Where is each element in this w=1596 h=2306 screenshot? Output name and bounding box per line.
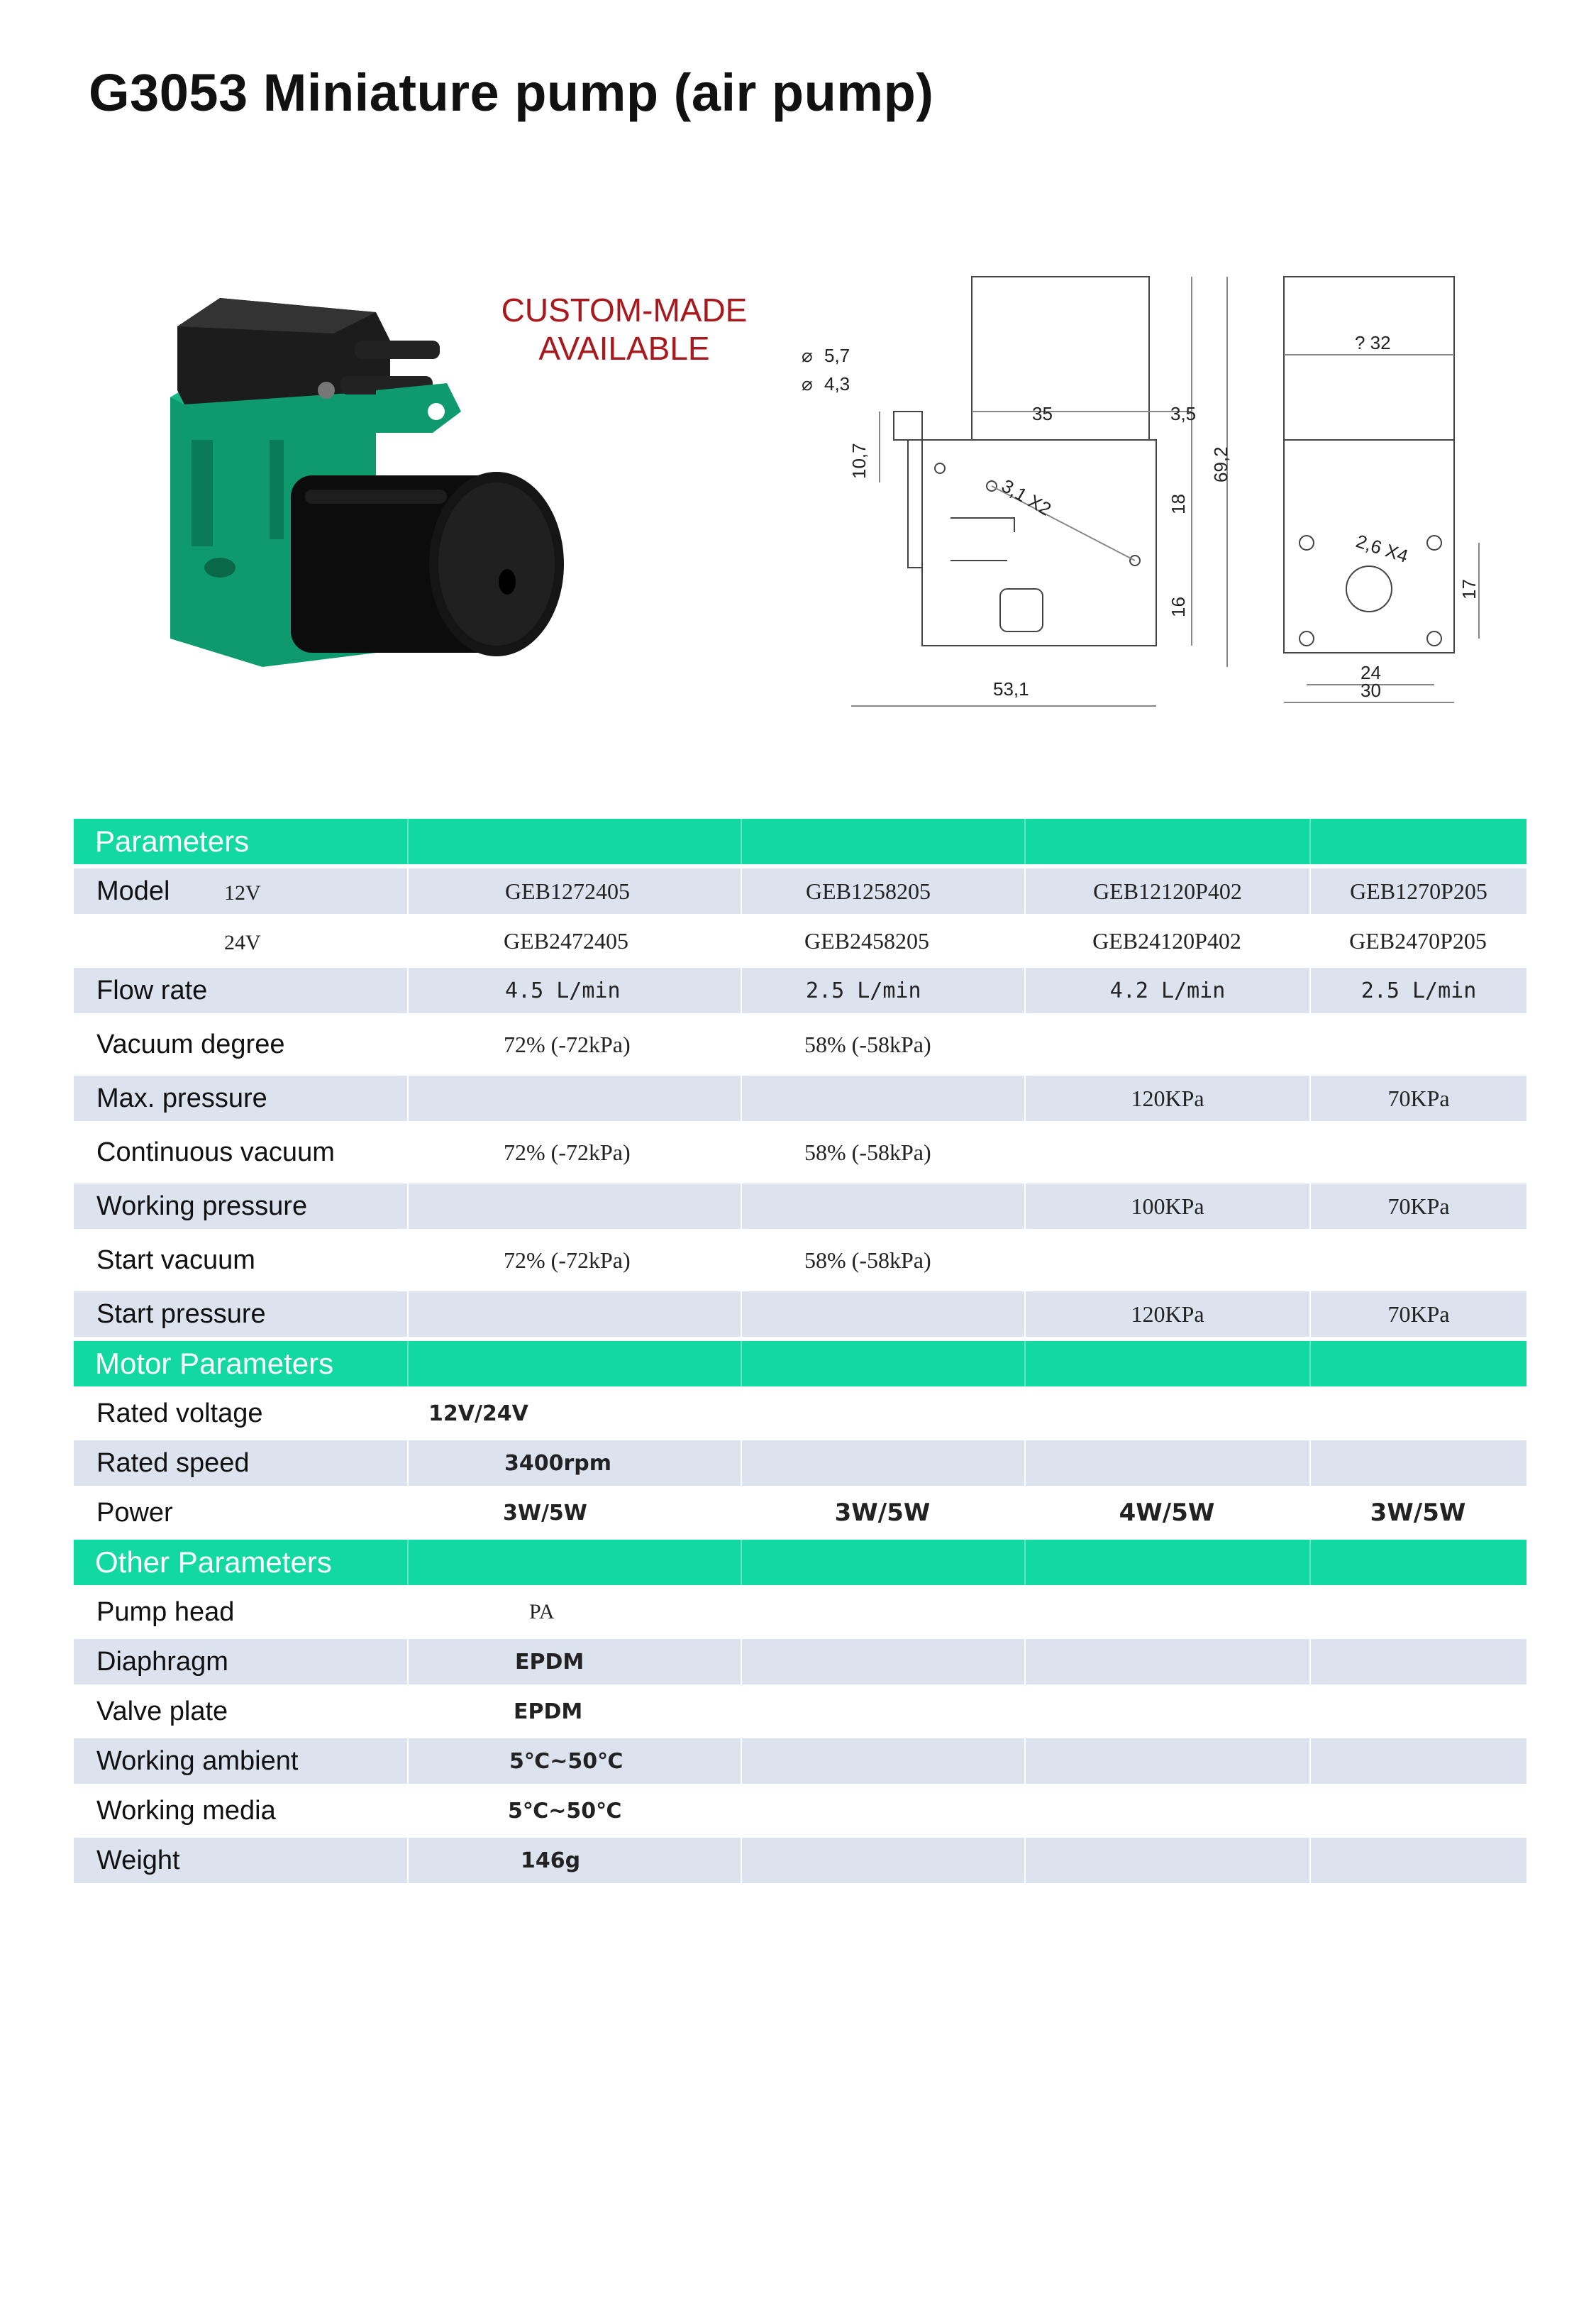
table-row bbox=[74, 1639, 1526, 1684]
table-row bbox=[74, 1738, 1526, 1784]
dim-hole-3-1: 3,1 X2 bbox=[998, 475, 1055, 520]
cell bbox=[1309, 1233, 1526, 1287]
cell bbox=[1024, 1125, 1309, 1179]
cell: 2.5 L/min bbox=[1309, 968, 1526, 1013]
cell bbox=[741, 1291, 1024, 1337]
cell: 4.2 L/min bbox=[1024, 968, 1309, 1013]
cell: EPDM bbox=[407, 1639, 741, 1684]
row-label: Start vacuum bbox=[74, 1233, 407, 1287]
table-row bbox=[74, 1076, 1526, 1121]
dim-d-symbol-2: ⌀ bbox=[802, 373, 813, 395]
cell: 3W/5W bbox=[741, 1490, 1024, 1535]
table-row bbox=[74, 968, 1526, 1013]
cell: 12V/24V bbox=[407, 1391, 741, 1436]
cell bbox=[741, 1184, 1024, 1229]
cell: 100KPa bbox=[1024, 1184, 1309, 1229]
cell: GEB2458205 bbox=[741, 918, 1024, 964]
dim-height-16: 16 bbox=[1168, 597, 1189, 617]
table-row bbox=[74, 1184, 1526, 1229]
table-row bbox=[74, 1291, 1526, 1337]
cell: GEB12120P402 bbox=[1024, 868, 1309, 914]
table-row bbox=[74, 1788, 1526, 1833]
cell: 3W/5W bbox=[1309, 1490, 1526, 1535]
cell: GEB1258205 bbox=[741, 868, 1024, 914]
dim-width-30: 30 bbox=[1361, 680, 1381, 701]
row-label: Valve plate bbox=[74, 1689, 407, 1734]
row-label: Power bbox=[74, 1490, 407, 1535]
cell: 70KPa bbox=[1309, 1291, 1526, 1337]
cell: 58% (-58kPa) bbox=[741, 1017, 1024, 1071]
cell: GEB24120P402 bbox=[1024, 918, 1309, 964]
cell: 4W/5W bbox=[1024, 1490, 1309, 1535]
table-row bbox=[74, 1490, 1526, 1535]
dim-height-69-2: 69,2 bbox=[1210, 446, 1231, 482]
cell: 2.5 L/min bbox=[741, 968, 1024, 1013]
cell: 72% (-72kPa) bbox=[407, 1017, 741, 1071]
row-label: Rated voltage bbox=[74, 1391, 407, 1436]
dim-height-18: 18 bbox=[1168, 494, 1189, 514]
cell: 4.5 L/min bbox=[407, 968, 741, 1013]
row-label: Weight bbox=[74, 1838, 407, 1883]
dim-inner-diameter: 4,3 bbox=[824, 373, 850, 395]
cell: 58% (-58kPa) bbox=[741, 1125, 1024, 1179]
row-label: Vacuum degree bbox=[74, 1017, 407, 1071]
custom-line-2: AVAILABLE bbox=[538, 330, 710, 367]
cell: 3400rpm bbox=[407, 1440, 741, 1486]
dim-tube-length: 10,7 bbox=[848, 443, 870, 479]
cell bbox=[407, 1076, 741, 1121]
row-label: Working ambient bbox=[74, 1738, 407, 1784]
cell: EPDM bbox=[407, 1689, 741, 1734]
cell bbox=[407, 1184, 741, 1229]
dim-hole-2-6: 2,6 X4 bbox=[1353, 530, 1411, 567]
model-12v-label: 12V bbox=[224, 881, 261, 905]
row-label: Rated speed bbox=[74, 1440, 407, 1486]
section-title: Motor Parameters bbox=[74, 1341, 407, 1386]
dim-offset-3-5: 3,5 bbox=[1170, 403, 1197, 424]
row-label: Pump head bbox=[74, 1589, 407, 1635]
model-label: Model bbox=[96, 876, 170, 906]
section-header-other bbox=[74, 1540, 1526, 1585]
cell bbox=[1309, 1017, 1526, 1071]
cell: 146g bbox=[407, 1838, 741, 1883]
cell: GEB2472405 bbox=[407, 918, 741, 964]
custom-line-1: CUSTOM-MADE bbox=[501, 292, 748, 329]
row-label: Continuous vacuum bbox=[74, 1125, 407, 1179]
row-label: Start pressure bbox=[74, 1291, 407, 1337]
cell: 3W/5W bbox=[407, 1490, 741, 1535]
cell: 70KPa bbox=[1309, 1184, 1526, 1229]
cell bbox=[741, 1076, 1024, 1121]
cell: 58% (-58kPa) bbox=[741, 1233, 1024, 1287]
row-label bbox=[74, 868, 407, 914]
cell bbox=[407, 1291, 741, 1337]
dim-height-17: 17 bbox=[1458, 579, 1480, 600]
dimension-drawing bbox=[787, 270, 1497, 724]
section-title: Parameters bbox=[74, 819, 407, 864]
cell: 72% (-72kPa) bbox=[407, 1233, 741, 1287]
table-row bbox=[74, 1838, 1526, 1883]
cell: 72% (-72kPa) bbox=[407, 1125, 741, 1179]
page-title: G3053 Miniature pump (air pump) bbox=[89, 63, 934, 122]
row-label: Working pressure bbox=[74, 1184, 407, 1229]
table-row bbox=[74, 868, 1526, 914]
row-label: Max. pressure bbox=[74, 1076, 407, 1121]
dim-length-53-1: 53,1 bbox=[993, 678, 1029, 700]
dim-diameter-32: ? 32 bbox=[1355, 332, 1391, 353]
section-title: Other Parameters bbox=[74, 1540, 407, 1585]
cell bbox=[1024, 1017, 1309, 1071]
section-header-parameters bbox=[74, 819, 1526, 864]
row-label bbox=[74, 918, 407, 964]
cell: 5℃~50℃ bbox=[407, 1738, 741, 1784]
dim-outer-diameter: 5,7 bbox=[824, 345, 850, 366]
section-header-motor bbox=[74, 1341, 1526, 1386]
cell: 120KPa bbox=[1024, 1076, 1309, 1121]
custom-made-note bbox=[489, 291, 759, 368]
spec-table bbox=[74, 815, 1526, 1887]
cell: GEB1270P205 bbox=[1309, 868, 1526, 914]
table-row bbox=[74, 918, 1526, 964]
cell: GEB1272405 bbox=[407, 868, 741, 914]
table-row bbox=[74, 1233, 1526, 1287]
cell: 70KPa bbox=[1309, 1076, 1526, 1121]
table-row bbox=[74, 1589, 1526, 1635]
row-label: Working media bbox=[74, 1788, 407, 1833]
table-row bbox=[74, 1017, 1526, 1071]
dim-width-35: 35 bbox=[1032, 403, 1053, 424]
row-label: Flow rate bbox=[74, 968, 407, 1013]
dim-d-symbol: ⌀ bbox=[802, 345, 813, 366]
table-row bbox=[74, 1440, 1526, 1486]
model-24v-label: 24V bbox=[224, 930, 261, 954]
cell: 120KPa bbox=[1024, 1291, 1309, 1337]
table-row bbox=[74, 1391, 1526, 1436]
table-row bbox=[74, 1689, 1526, 1734]
cell: PA bbox=[407, 1589, 741, 1635]
row-label: Diaphragm bbox=[74, 1639, 407, 1684]
table-row bbox=[74, 1125, 1526, 1179]
dim-width-24: 24 bbox=[1361, 662, 1381, 683]
cell bbox=[1309, 1125, 1526, 1179]
cell: 5℃~50℃ bbox=[407, 1788, 741, 1833]
cell: GEB2470P205 bbox=[1309, 918, 1526, 964]
cell bbox=[1024, 1233, 1309, 1287]
